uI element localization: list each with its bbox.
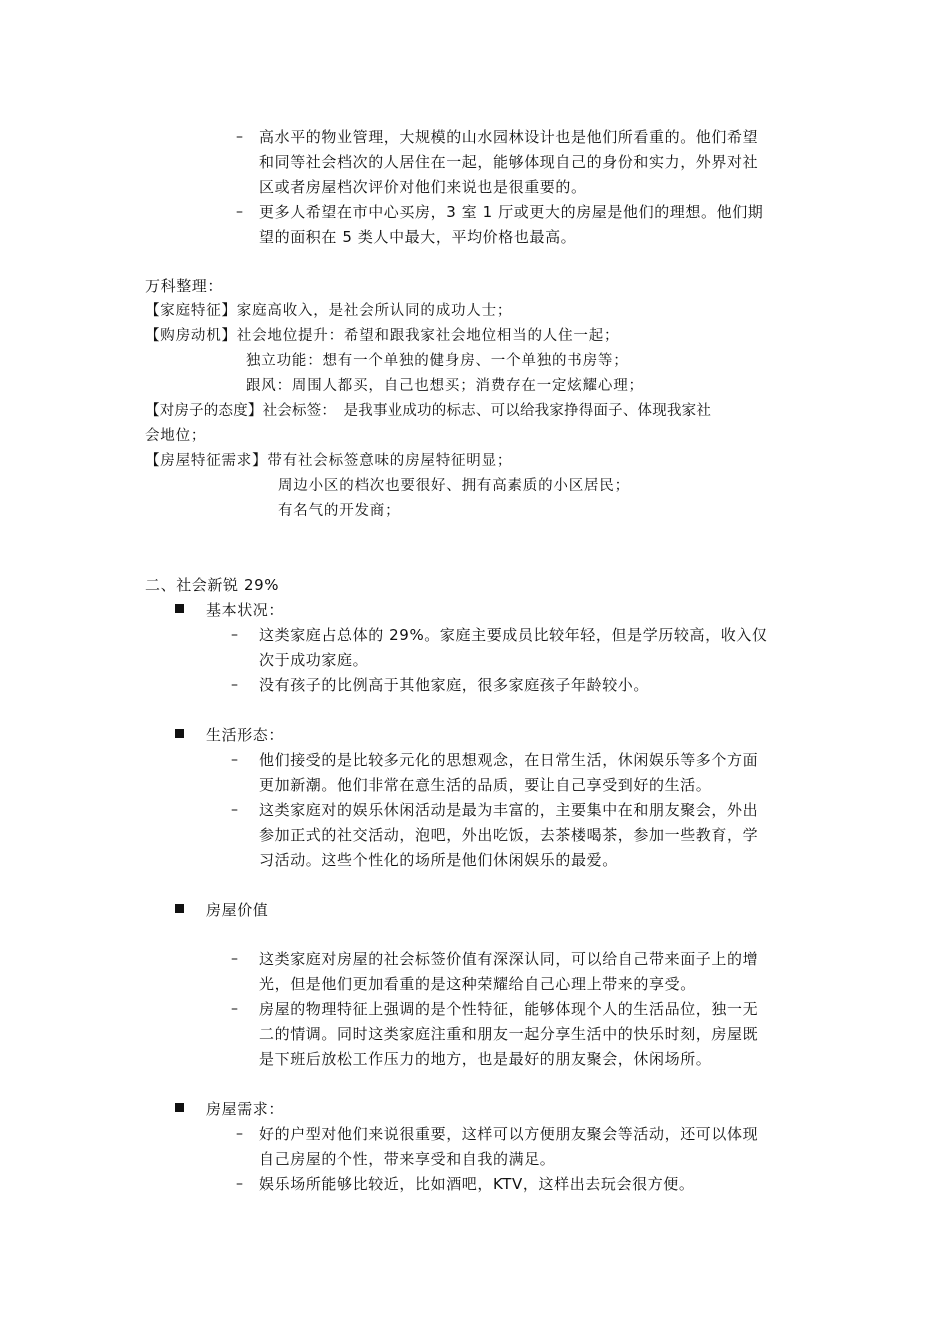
list-dash: – — [231, 1001, 238, 1017]
section-title: 二、社会新锐 29% — [145, 576, 280, 594]
list-dash: – — [231, 752, 238, 768]
square-bullet-icon — [175, 1103, 184, 1112]
list-item-line: 更多人希望在市中心买房，3 室 1 厅或更大的房屋是他们的理想。他们期 — [259, 203, 764, 221]
vanke-line: 有名气的开发商； — [278, 503, 401, 519]
vanke-line: 【对房子的态度】社会标签： 是我事业成功的标志、可以给我家挣得面子、体现我家社 — [145, 403, 712, 419]
list-item-line: 区或者房屋档次评价对他们来说也是很重要的。 — [259, 178, 587, 196]
list-item-line: 望的面积在 5 类人中最大，平均价格也最高。 — [259, 228, 577, 246]
vanke-line: 周边小区的档次也要很好、拥有高素质的小区居民； — [278, 478, 630, 494]
list-dash: – — [231, 951, 238, 967]
square-bullet-icon — [175, 904, 184, 913]
list-item-line: 参加正式的社交活动，泡吧，外出吃饭，去茶楼喝茶，参加一些教育，学 — [259, 826, 759, 844]
subsection-heading: 房屋需求： — [206, 1100, 285, 1118]
list-item-line: 没有孩子的比例高于其他家庭，很多家庭孩子年龄较小。 — [259, 676, 650, 694]
list-dash: – — [236, 204, 243, 220]
list-item-line: 房屋的物理特征上强调的是个性特征，能够体现个人的生活品位，独一无 — [259, 1000, 759, 1018]
list-item-line: 自己房屋的个性，带来享受和自我的满足。 — [259, 1150, 556, 1168]
list-item-line: 和同等社会档次的人居住在一起，能够体现自己的身份和实力，外界对社 — [259, 153, 759, 171]
vanke-line: 跟风：周围人都买，自己也想买；消费存在一定炫耀心理； — [246, 378, 644, 394]
list-item-line: 更加新潮。他们非常在意生活的品质，要让自己享受到好的生活。 — [259, 776, 712, 794]
list-item-line: 高水平的物业管理，大规模的山水园林设计也是他们所看重的。他们希望 — [259, 128, 759, 146]
vanke-line: 【购房动机】社会地位提升：希望和跟我家社会地位相当的人住一起； — [145, 328, 620, 344]
list-item-line: 这类家庭对的娱乐休闲活动是最为丰富的，主要集中在和朋友聚会，外出 — [259, 801, 759, 819]
list-item-line: 习活动。这些个性化的场所是他们休闲娱乐的最爱。 — [259, 851, 618, 869]
list-dash: – — [236, 1126, 243, 1142]
subsection-heading: 房屋价值 — [206, 901, 269, 919]
vanke-line: 【家庭特征】家庭高收入，是社会所认同的成功人士； — [145, 303, 513, 319]
vanke-heading: 万科整理： — [145, 277, 224, 295]
list-dash: – — [231, 802, 238, 818]
list-item-line: 次于成功家庭。 — [259, 651, 369, 669]
vanke-line: 【房屋特征需求】带有社会标签意味的房屋特征明显； — [145, 453, 513, 469]
list-dash: – — [236, 1176, 243, 1192]
list-item-line: 娱乐场所能够比较近，比如酒吧，KTV，这样出去玩会很方便。 — [259, 1175, 695, 1193]
list-item-line: 这类家庭占总体的 29%。家庭主要成员比较年轻，但是学历较高，收入仅 — [259, 626, 768, 644]
list-item-line: 他们接受的是比较多元化的思想观念，在日常生活，休闲娱乐等多个方面 — [259, 751, 759, 769]
subsection-heading: 生活形态： — [206, 726, 285, 744]
list-item-line: 光，但是他们更加看重的是这种荣耀给自己心理上带来的享受。 — [259, 975, 696, 993]
square-bullet-icon — [175, 729, 184, 738]
vanke-line: 会地位； — [145, 428, 207, 444]
subsection-heading: 基本状况： — [206, 601, 285, 619]
list-item-line: 这类家庭对房屋的社会标签价值有深深认同，可以给自己带来面子上的增 — [259, 950, 759, 968]
vanke-line: 独立功能：想有一个单独的健身房、一个单独的书房等； — [246, 353, 629, 369]
list-item-line: 是下班后放松工作压力的地方，也是最好的朋友聚会，休闲场所。 — [259, 1050, 712, 1068]
list-dash: – — [236, 129, 243, 145]
square-bullet-icon — [175, 604, 184, 613]
list-item-line: 好的户型对他们来说很重要，这样可以方便朋友聚会等活动，还可以体现 — [259, 1125, 759, 1143]
list-dash: – — [231, 677, 238, 693]
list-dash: – — [231, 627, 238, 643]
list-item-line: 二的情调。同时这类家庭注重和朋友一起分享生活中的快乐时刻，房屋既 — [259, 1025, 759, 1043]
